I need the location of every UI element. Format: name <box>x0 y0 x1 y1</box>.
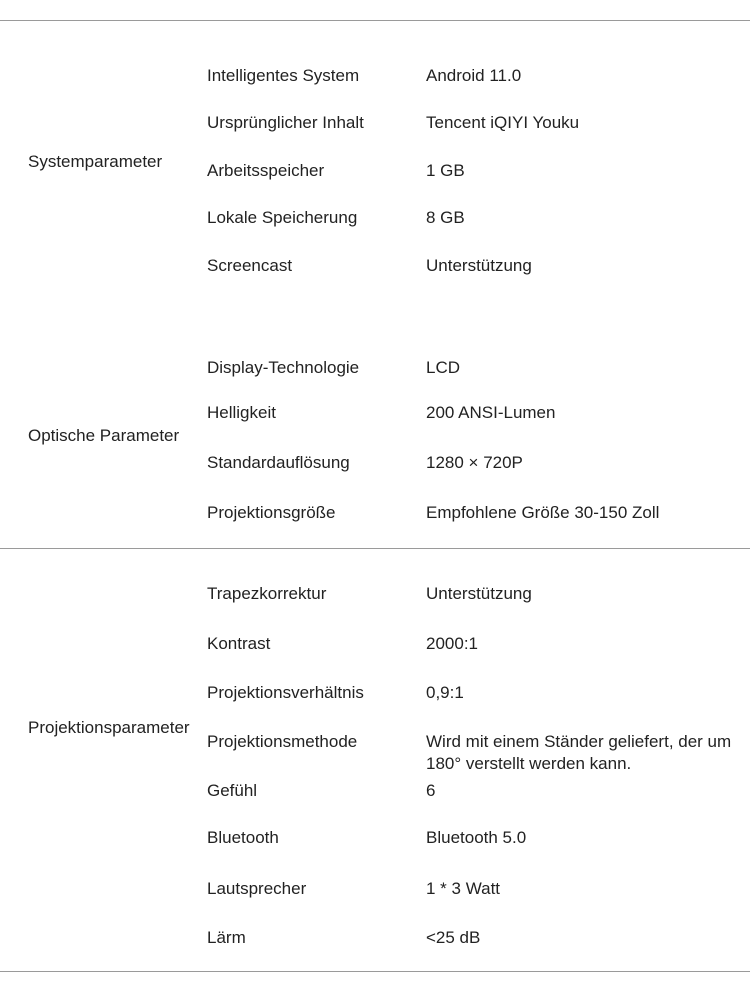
spec-key: Display-Technologie <box>207 358 360 377</box>
spec-value: Wird mit einem Ständer geliefert, der um 180° verstellt werden kann. <box>426 732 732 773</box>
spec-key: Kontrast <box>207 634 271 653</box>
spec-key: Gefühl <box>207 781 258 800</box>
spec-value: LCD <box>426 358 461 377</box>
spec-row <box>0 160 750 184</box>
spec-key: Projektionsgröße <box>207 503 336 522</box>
spec-row <box>0 927 750 951</box>
spec-row <box>0 207 750 231</box>
spec-row <box>0 731 750 773</box>
spec-value: 200 ANSI-Lumen <box>426 403 556 422</box>
spec-key: Projektionsverhältnis <box>207 683 364 702</box>
spec-row <box>0 502 750 526</box>
spec-row <box>0 402 750 426</box>
spec-value: Empfohlene Größe 30-150 Zoll <box>426 503 660 522</box>
section-divider <box>0 548 750 549</box>
spec-key: Lokale Speicherung <box>207 208 358 227</box>
spec-value: Unterstützung <box>426 584 532 603</box>
spec-key: Trapezkorrektur <box>207 584 327 603</box>
spec-row <box>0 452 750 476</box>
spec-row <box>0 633 750 657</box>
spec-value: 8 GB <box>426 208 465 227</box>
spec-row <box>0 878 750 902</box>
spec-value: 1 * 3 Watt <box>426 879 501 898</box>
spec-row <box>0 112 750 136</box>
spec-row <box>0 255 750 279</box>
spec-value: 6 <box>426 781 436 800</box>
spec-key: Lärm <box>207 928 246 947</box>
spec-value: 1280 × 720P <box>426 453 523 472</box>
spec-key: Standardauflösung <box>207 453 350 472</box>
spec-value: <25 dB <box>426 928 481 947</box>
top-divider <box>0 20 750 21</box>
bottom-divider <box>0 971 750 972</box>
spec-key: Lautsprecher <box>207 879 307 898</box>
spec-row <box>0 827 750 851</box>
spec-key: Arbeitsspeicher <box>207 161 325 180</box>
spec-key: Bluetooth <box>207 828 279 847</box>
spec-key: Projektionsmethode <box>207 732 358 751</box>
spec-key: Ursprünglicher Inhalt <box>207 113 364 132</box>
spec-row <box>0 65 750 89</box>
spec-key: Intelligentes System <box>207 66 360 85</box>
spec-value: Unterstützung <box>426 256 532 275</box>
section-title-system: Systemparameter <box>28 152 163 171</box>
spec-row <box>0 583 750 607</box>
spec-value: Tencent iQIYI Youku <box>426 113 580 132</box>
spec-row <box>0 682 750 706</box>
spec-key: Screencast <box>207 256 293 275</box>
spec-value: 2000:1 <box>426 634 478 653</box>
section-title-projection: Projektionsparameter <box>28 718 190 737</box>
spec-row <box>0 780 750 804</box>
spec-key: Helligkeit <box>207 403 276 422</box>
spec-value: Bluetooth 5.0 <box>426 828 527 847</box>
spec-row <box>0 357 750 381</box>
spec-value: 1 GB <box>426 161 465 180</box>
spec-value: Android 11.0 <box>426 66 522 85</box>
spec-value: 0,9:1 <box>426 683 464 702</box>
section-title-optical: Optische Parameter <box>28 426 180 445</box>
